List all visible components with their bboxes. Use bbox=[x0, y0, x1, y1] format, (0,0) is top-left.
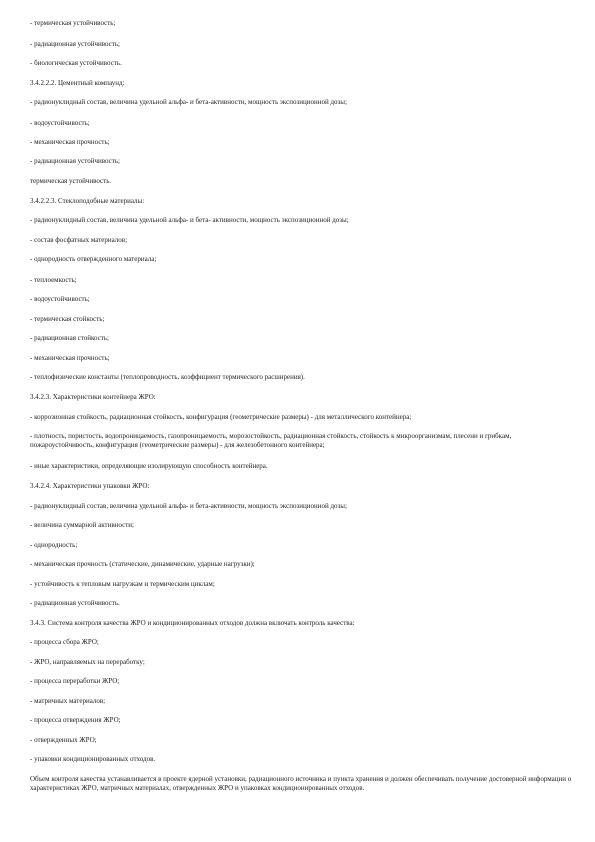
list-item: - коррозионная стойкость, радиационная стойкость, конфигурация (геометрические размеры) - для металлического контейнера; bbox=[30, 413, 412, 421]
section-heading: 3.4.2.3. Характеристики контейнера ЖРО: bbox=[30, 393, 156, 401]
list-item: - процесса сбора ЖРО; bbox=[30, 638, 99, 646]
list-item: - теплоемкость; bbox=[30, 276, 77, 284]
list-item: - отвержденных ЖРО; bbox=[30, 736, 97, 744]
closing-paragraph: Объем контроля качества устанавливается в проекте ядерной установки, радиационного источника и пункта хранения и должен обеспечивать получение достоверной информации о характеристиках ЖРО, матричных материалах, отвержденных ЖРО и упаковках кондиционированных отходов. bbox=[30, 775, 572, 792]
section-heading: 3.4.2.4. Характеристики упаковки ЖРО: bbox=[30, 482, 150, 490]
list-item: - теплофизические константы (теплопроводность, коэффициент термического расширения). bbox=[30, 373, 305, 381]
list-item: - радионуклидный состав, величина удельной альфа- и бета- активности, мощность экспозиционной дозы; bbox=[30, 216, 349, 224]
list-item: - однородность; bbox=[30, 541, 78, 549]
list-item: - упаковки кондиционированных отходов. bbox=[30, 755, 156, 763]
list-item: - радионуклидный состав, величина удельной альфа- и бета-активности, мощность экспозиционной дозы; bbox=[30, 98, 347, 106]
list-item: - однородность отвержденного материала; bbox=[30, 255, 157, 263]
section-heading: 3.4.2.2.3. Стеклоподобные материалы: bbox=[30, 197, 145, 205]
list-item: - биологическая устойчивость. bbox=[30, 59, 122, 67]
list-item: - механическая прочность; bbox=[30, 354, 110, 362]
list-item: - ЖРО, направляемых на переработку; bbox=[30, 658, 145, 666]
list-item: - радиационная устойчивость. bbox=[30, 599, 120, 607]
list-item: - процесса переработки ЖРО; bbox=[30, 677, 120, 685]
list-item: - радиационная устойчивость; bbox=[30, 157, 120, 165]
list-item: - термическая устойчивость; bbox=[30, 19, 116, 27]
list-item: - матричных материалов; bbox=[30, 697, 106, 705]
section-heading: 3.4.2.2.2. Цементный компаунд: bbox=[30, 79, 125, 87]
list-item: - радионуклидный состав, величина удельной альфа- и бета-активности, мощность экспозиционной дозы; bbox=[30, 502, 347, 510]
list-item: - величина суммарной активности; bbox=[30, 521, 134, 529]
list-item: - механическая прочность (статические, динамические, ударные нагрузки); bbox=[30, 560, 255, 568]
list-item: - радиационная устойчивость; bbox=[30, 40, 120, 48]
list-item: термическая устойчивость. bbox=[30, 177, 112, 185]
list-item: - механическая прочность; bbox=[30, 138, 110, 146]
list-item-multiline: - плотность, пористость, водопроницаемость, газопроницаемость, морозостойкость, радиационная стойкость, стойкость к микроорганизмам, плесени и грибкам, пожароустойчивость, конфигурация (геометрические размеры) - для железобетонного контейнера; bbox=[30, 432, 512, 449]
list-item: - термическая стойкость; bbox=[30, 315, 105, 323]
list-item: - процесса отверждения ЖРО; bbox=[30, 716, 121, 724]
list-item: - состав фосфатных материалов; bbox=[30, 236, 128, 244]
section-heading: 3.4.3. Система контроля качества ЖРО и кондиционированных отходов должна включать контроль качества: bbox=[30, 619, 355, 627]
list-item: - устойчивость к тепловым нагрузкам и термическим циклам; bbox=[30, 580, 215, 588]
list-item: - радиационная стойкость; bbox=[30, 334, 110, 342]
list-item: - иные характеристики, определяющие изолирующую способность контейнера. bbox=[30, 462, 268, 470]
list-item: - водоустойчивость; bbox=[30, 119, 90, 127]
list-item: - водоустойчивость; bbox=[30, 295, 90, 303]
